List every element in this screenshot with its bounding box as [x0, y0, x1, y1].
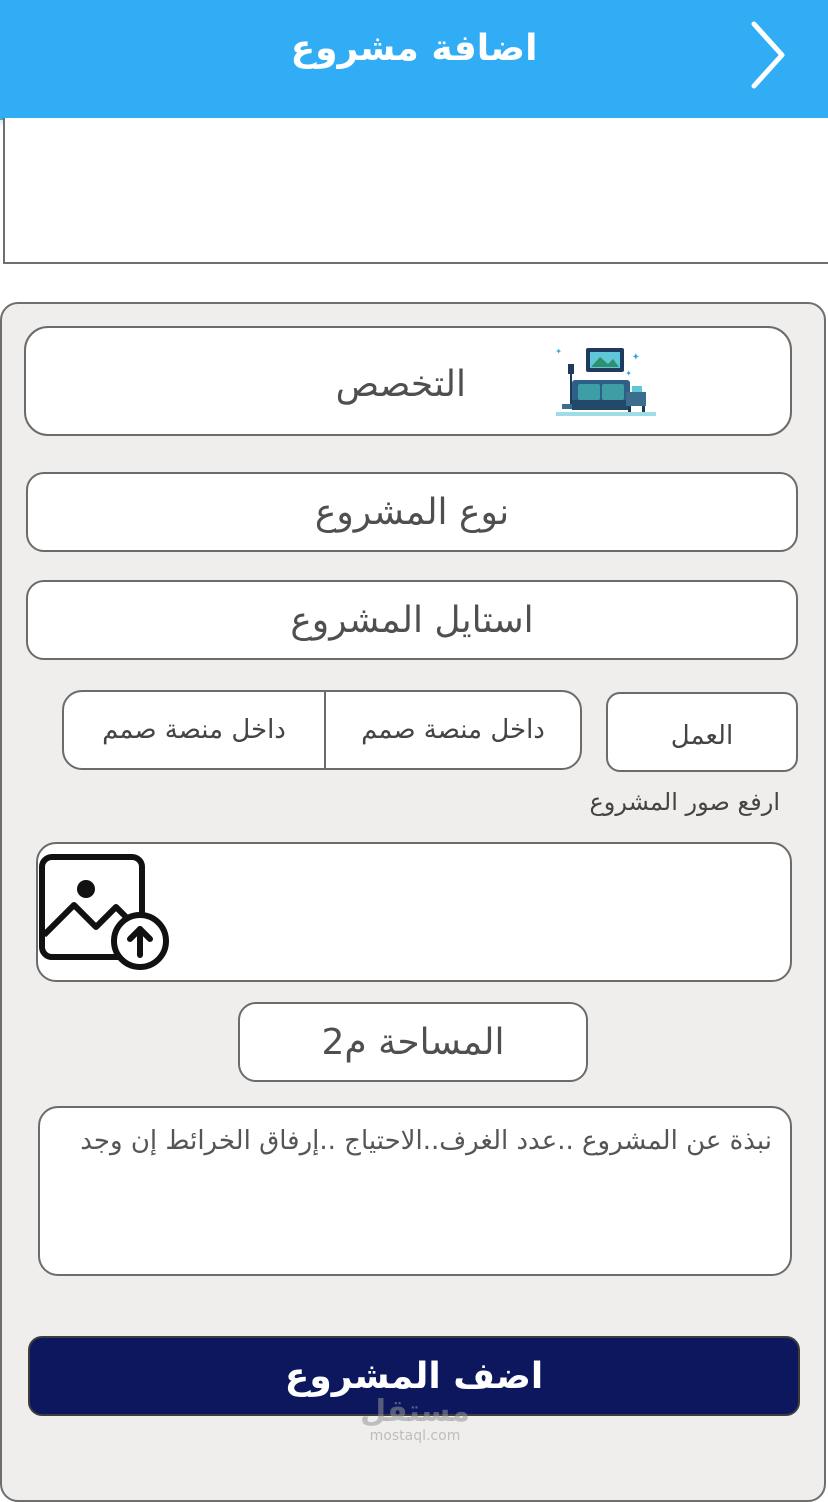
project-style-field[interactable] — [26, 580, 798, 660]
project-style-label: استايل المشروع — [290, 599, 534, 641]
work-field[interactable] — [606, 692, 798, 772]
watermark-logo: مستقل — [360, 1394, 470, 1429]
specialty-label: التخصص — [335, 364, 466, 405]
area-label: المساحة م2 — [321, 1021, 505, 1063]
area-field[interactable] — [238, 1002, 588, 1082]
svg-text:✦: ✦ — [555, 347, 562, 356]
watermark-url: mostaql.com — [369, 1428, 461, 1444]
description-placeholder: نبذة عن المشروع ..عدد الغرف..الاحتياج ..إرفاق الخرائط إن وجد — [80, 1126, 772, 1156]
living-room-icon — [556, 342, 656, 418]
chevron-right-icon — [748, 20, 788, 90]
page-title: اضافة مشروع — [290, 28, 538, 69]
image-upload-icon[interactable] — [38, 853, 170, 971]
work-option-label: داخل منصة صمم — [102, 715, 286, 745]
add-project-label: اضف المشروع — [284, 1355, 544, 1397]
work-options-toggle — [62, 690, 582, 770]
svg-text:✦: ✦ — [625, 369, 632, 378]
upload-photos-label: ارفع صور المشروع — [589, 788, 780, 816]
work-label: العمل — [670, 721, 734, 751]
specialty-field[interactable] — [24, 326, 792, 436]
work-option-2[interactable] — [64, 692, 324, 768]
app-header — [0, 0, 828, 120]
project-type-field[interactable] — [26, 472, 798, 552]
upload-photos-box[interactable] — [36, 842, 792, 982]
work-option-label: داخل منصة صمم — [361, 715, 545, 745]
watermark — [355, 1396, 475, 1444]
project-description-input[interactable] — [38, 1106, 792, 1276]
svg-text:✦: ✦ — [631, 352, 640, 363]
project-type-label: نوع المشروع — [314, 491, 510, 533]
back-button[interactable] — [738, 18, 798, 92]
work-option-1[interactable] — [324, 692, 580, 768]
project-preview-area — [3, 118, 828, 264]
